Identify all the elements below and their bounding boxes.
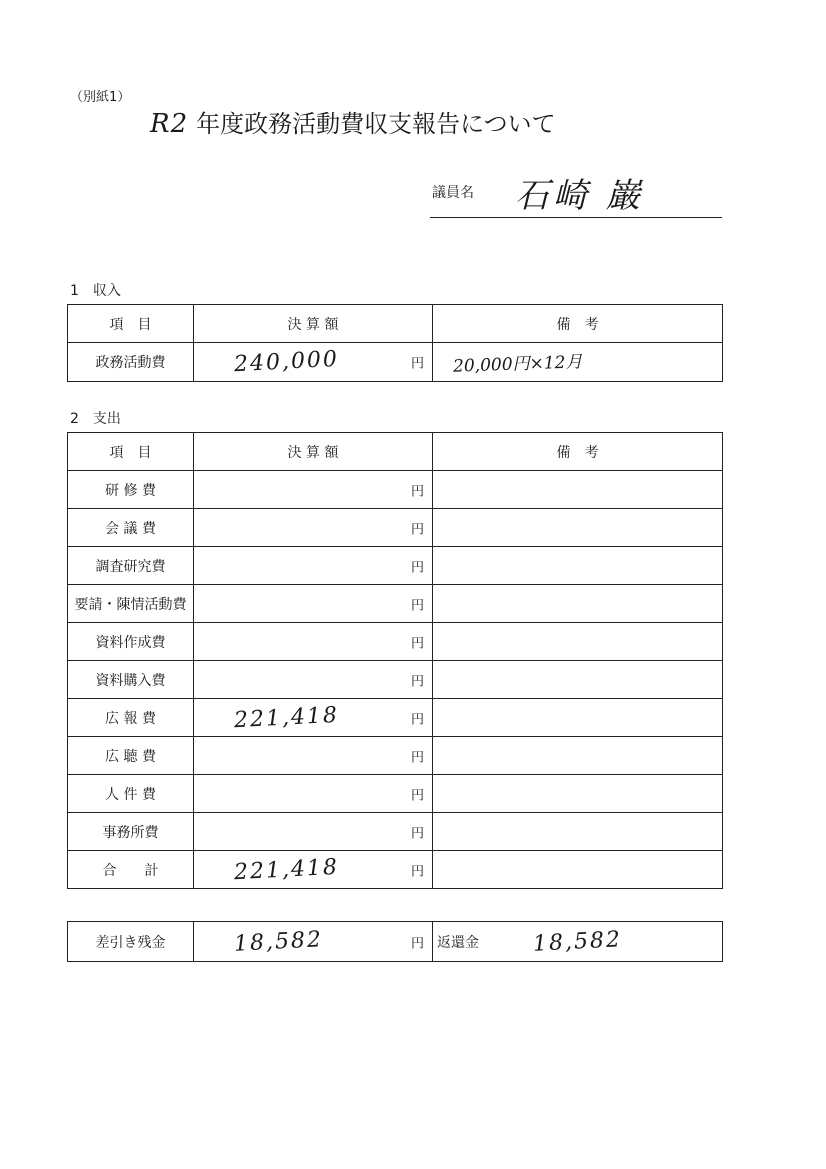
expense-note-cell [433, 737, 723, 775]
total-row [68, 851, 723, 889]
expense-note-cell [433, 585, 723, 623]
title-text: 年度政務活動費収支報告について [196, 110, 556, 138]
expense-item: 資料作成費 [68, 623, 194, 661]
report-title [150, 104, 556, 139]
income-amount-cell [194, 343, 433, 382]
table-row [68, 585, 723, 623]
yen-unit: 円 [410, 522, 424, 537]
col-amount-header: 決 算 額 [194, 305, 433, 343]
expense-amount-cell [194, 509, 433, 547]
total-amount: 221,418 [233, 854, 340, 885]
balance-label: 差引き残金 [68, 922, 194, 962]
expense-item: 調査研究費 [68, 547, 194, 585]
yen-unit: 円 [410, 484, 424, 499]
expense-item: 広 聴 費 [68, 737, 194, 775]
yen-unit: 円 [410, 356, 424, 372]
income-amount: 240,000 [233, 346, 340, 378]
expense-amount: 221,418 [233, 702, 340, 733]
expense-note-cell [433, 547, 723, 585]
income-note-cell [433, 343, 723, 382]
col-amount-header: 決 算 額 [194, 433, 433, 471]
expense-section-label: 2 支出 [70, 411, 121, 427]
table-row [68, 737, 723, 775]
yen-unit: 円 [410, 750, 424, 765]
expense-note-cell [433, 471, 723, 509]
col-item-header: 項 目 [68, 305, 194, 343]
income-item: 政務活動費 [68, 343, 194, 382]
expense-item: 研 修 費 [68, 471, 194, 509]
expense-note-cell [433, 699, 723, 737]
yen-unit: 円 [410, 864, 424, 879]
expense-note-cell [433, 509, 723, 547]
yen-unit: 円 [410, 826, 424, 841]
expense-item: 資料購入費 [68, 661, 194, 699]
balance-amount: 18,582 [233, 926, 324, 957]
expense-amount-cell [194, 737, 433, 775]
expense-item: 会 議 費 [68, 509, 194, 547]
total-note-cell [433, 851, 723, 889]
yen-unit: 円 [410, 598, 424, 613]
balance-table [67, 921, 723, 962]
expense-item: 人 件 費 [68, 775, 194, 813]
income-section-label: 1 収入 [70, 283, 121, 299]
expense-note-cell [433, 623, 723, 661]
expense-header-row [68, 433, 723, 471]
col-note-header: 備 考 [433, 305, 723, 343]
table-row [68, 471, 723, 509]
expense-amount-cell [194, 813, 433, 851]
income-note: 20,000円×12月 [452, 352, 583, 377]
table-row [68, 699, 723, 737]
col-item-header: 項 目 [68, 433, 194, 471]
col-note-header: 備 考 [433, 433, 723, 471]
expense-note-cell [433, 775, 723, 813]
expense-item: 広 報 費 [68, 699, 194, 737]
expense-amount-cell [194, 585, 433, 623]
table-row [68, 343, 723, 382]
yen-unit: 円 [410, 560, 424, 575]
table-row [68, 623, 723, 661]
expense-amount-cell [194, 547, 433, 585]
era-handwritten: R2 [150, 109, 189, 139]
table-row [68, 775, 723, 813]
expense-amount-cell [194, 775, 433, 813]
expense-amount-cell [194, 661, 433, 699]
expense-note-cell [433, 813, 723, 851]
expense-amount-cell [194, 699, 433, 737]
member-underline [430, 217, 722, 218]
balance-amount-cell [194, 922, 433, 962]
expense-item: 要請・陳情活動費 [68, 585, 194, 623]
expense-item: 事務所費 [68, 813, 194, 851]
table-row [68, 661, 723, 699]
yen-unit: 円 [410, 788, 424, 803]
return-label: 返還金 [437, 934, 479, 951]
expense-amount-cell [194, 471, 433, 509]
expense-note-cell [433, 661, 723, 699]
table-row [68, 509, 723, 547]
expense-table [67, 432, 723, 889]
return-amount: 18,582 [532, 926, 623, 957]
income-table [67, 304, 723, 382]
expense-amount-cell [194, 623, 433, 661]
table-row [68, 813, 723, 851]
member-name-signature: 石崎 巌 [515, 176, 644, 216]
member-label: 議員名 [432, 185, 474, 201]
annex-label: （別紙1） [70, 90, 131, 105]
yen-unit: 円 [410, 936, 424, 951]
income-header-row [68, 305, 723, 343]
yen-unit: 円 [410, 674, 424, 689]
table-row [68, 547, 723, 585]
total-amount-cell [194, 851, 433, 889]
balance-row [68, 922, 723, 962]
yen-unit: 円 [410, 712, 424, 727]
yen-unit: 円 [410, 636, 424, 651]
total-item: 合 計 [68, 851, 194, 889]
return-cell [433, 922, 723, 962]
